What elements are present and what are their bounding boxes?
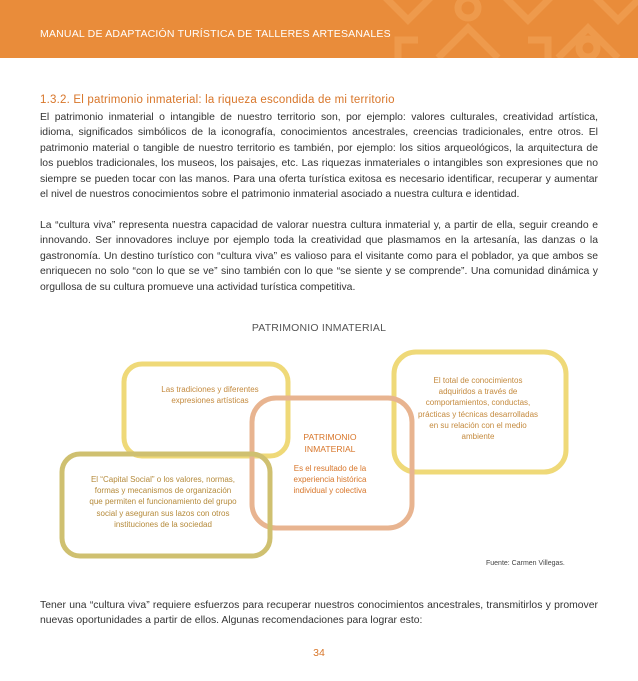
paragraph-patrimonio: El patrimonio inmaterial o intangible de nuestro territorio son, por ejemplo: valores culturales, creatividad artística, idioma, significados simbólicos de la iconografía, conocimientos ancestrales, creencias tradicionales, entre otros. El patrimonio material o tangible de nuestro territorio es también, por ejemplo: los sitios arqueológicos, la arquitectura de los pueblos tradicionales, los museos, los paisajes, etc. Las riquezas inmateriales o intangibles son expresiones que no siempre se pueden tocar con las manos. Para una oferta turística exitosa es necesario identificar, recuperar y aumentar el nivel de nuestros conocimientos sobre el patrimonio inmaterial asociado a nuestra cultura e identidad. — [40, 112, 598, 201]
center-title: PATRIMONIO INMATERIAL — [303, 432, 357, 454]
center-description: Es el resultado de la experiencia histórica individual y colectiva — [293, 464, 367, 496]
source-credit: Fuente: Carmen Villegas. — [486, 560, 565, 567]
text-tradiciones: Las tradiciones y diferentes expresiones artísticas — [161, 385, 259, 406]
section-title: 1.3.2. El patrimonio inmaterial: la riqueza escondida de mi territorio — [40, 94, 395, 106]
text-capital-social: El “Capital Social” o los valores, normas, formas y mecanismos de organización que permiten el funcionamiento del grupo social y aseguran sus lazos con otros instituciones de la sociedad — [89, 475, 237, 529]
text-total-conocimientos: El total de conocimientos adquiridos a través de comportamientos, conductas, prácticas y técnicas desarrolladas en su relación con el medio ambiente — [417, 376, 539, 442]
paragraph-recomendaciones: Tener una “cultura viva” requiere esfuerzos para recuperar nuestros conocimientos ancestrales, transmitirlos y promover nuevas oportunidades a partir de ellos. Algunas recomendaciones para lograr esto: — [40, 600, 598, 627]
page-number: 34 — [313, 647, 325, 659]
manual-title: MANUAL DE ADAPTACIÓN TURÍSTICA DE TALLERES ARTESANALES — [40, 28, 391, 40]
box-tradiciones — [124, 364, 288, 456]
diagram-title: PATRIMONIO INMATERIAL — [251, 322, 387, 334]
paragraph-cultura-viva: La “cultura viva” representa nuestra capacidad de valorar nuestra cultura inmaterial y, a partir de ella, seguir creando e innovando. Ser innovadores incluye por ejemplo toda la creatividad que plasmamos en la artesanía, las danzas o la gastronomía. Un destino turístico con “cultura viva” es valioso para el visitante como para el poblador, ya que ambos se enriquecen no solo “con lo que se ve” sino también con lo que “se siente y se comprende”. Una comunidad dinámica y orgullosa de su cultura promueve una actividad turística competitiva. — [40, 220, 598, 293]
